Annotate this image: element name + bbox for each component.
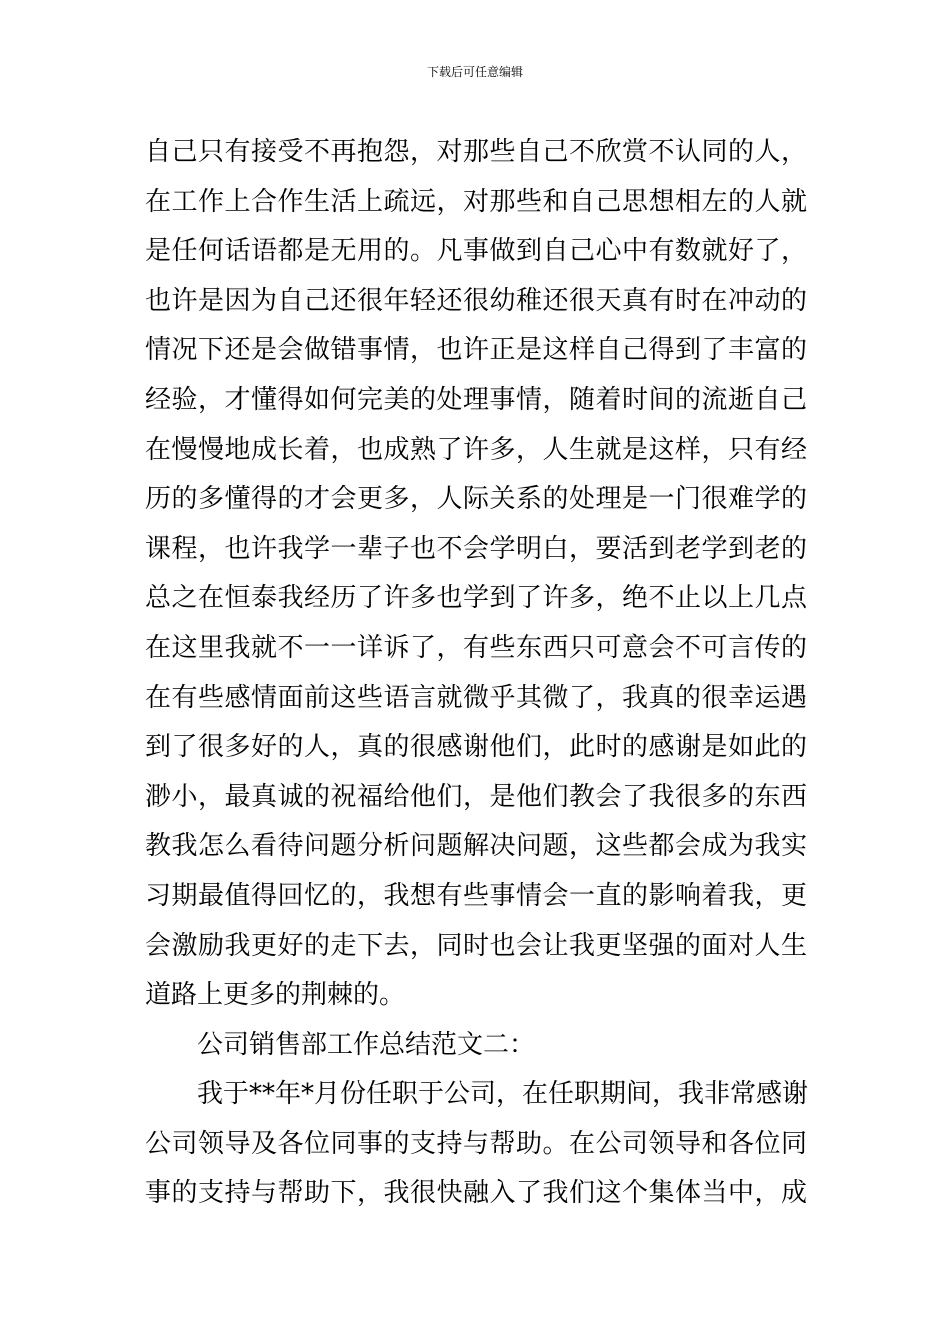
body-line: 课程，也许我学一辈子也不会学明白，要活到老学到老的: [145, 533, 807, 564]
body-line: 经验，才懂得如何完美的处理事情，随着时间的流逝自己: [145, 384, 807, 415]
body-line: 历的多懂得的才会更多，人际关系的处理是一门很难学的: [145, 484, 807, 515]
body-line: 公司领导及各位同事的支持与帮助。在公司领导和各位同: [145, 1128, 807, 1159]
body-line: 在有些感情面前这些语言就微乎其微了，我真的很幸运遇: [145, 682, 807, 713]
body-line: 习期最值得回忆的，我想有些事情会一直的影响着我，更: [145, 880, 807, 911]
body-line: 我于**年*月份任职于公司，在任职期间，我非常感谢: [197, 1079, 809, 1110]
body-line: 情况下还是会做错事情，也许正是这样自己得到了丰富的: [145, 335, 807, 366]
body-line: 渺小，最真诚的祝福给他们，是他们教会了我很多的东西: [145, 781, 807, 812]
section-heading: 公司销售部工作总结范文二：: [197, 1029, 536, 1060]
body-line: 自己只有接受不再抱怨，对那些自己不欣赏不认同的人，: [145, 137, 807, 167]
body-line: 也许是因为自己还很年轻还很幼稚还很天真有时在冲动的: [145, 285, 807, 316]
body-line: 事的支持与帮助下，我很快融入了我们这个集体当中，成: [145, 1178, 807, 1209]
body-line: 在工作上合作生活上疏远，对那些和自己思想相左的人就: [145, 186, 807, 217]
body-line: 在这里我就不一一详诉了，有些东西只可意会不可言传的: [145, 632, 807, 663]
body-line: 是任何话语都是无用的。凡事做到自己心中有数就好了，: [145, 236, 807, 267]
body-line: 总之在恒泰我经历了许多也学到了许多，绝不止以上几点: [145, 583, 807, 614]
body-line: 道路上更多的荆棘的。: [145, 980, 406, 1011]
body-line: 在慢慢地成长着，也成熟了许多，人生就是这样，只有经: [145, 434, 807, 465]
body-line: 会激励我更好的走下去，同时也会让我更坚强的面对人生: [145, 930, 807, 961]
page-header: 下载后可任意编辑: [426, 65, 523, 79]
body-line: 到了很多好的人，真的很感谢他们，此时的感谢是如此的: [145, 732, 807, 763]
document-body: [145, 128, 807, 1219]
body-line: 教我怎么看待问题分析问题解决问题，这些都会成为我实: [145, 831, 807, 862]
